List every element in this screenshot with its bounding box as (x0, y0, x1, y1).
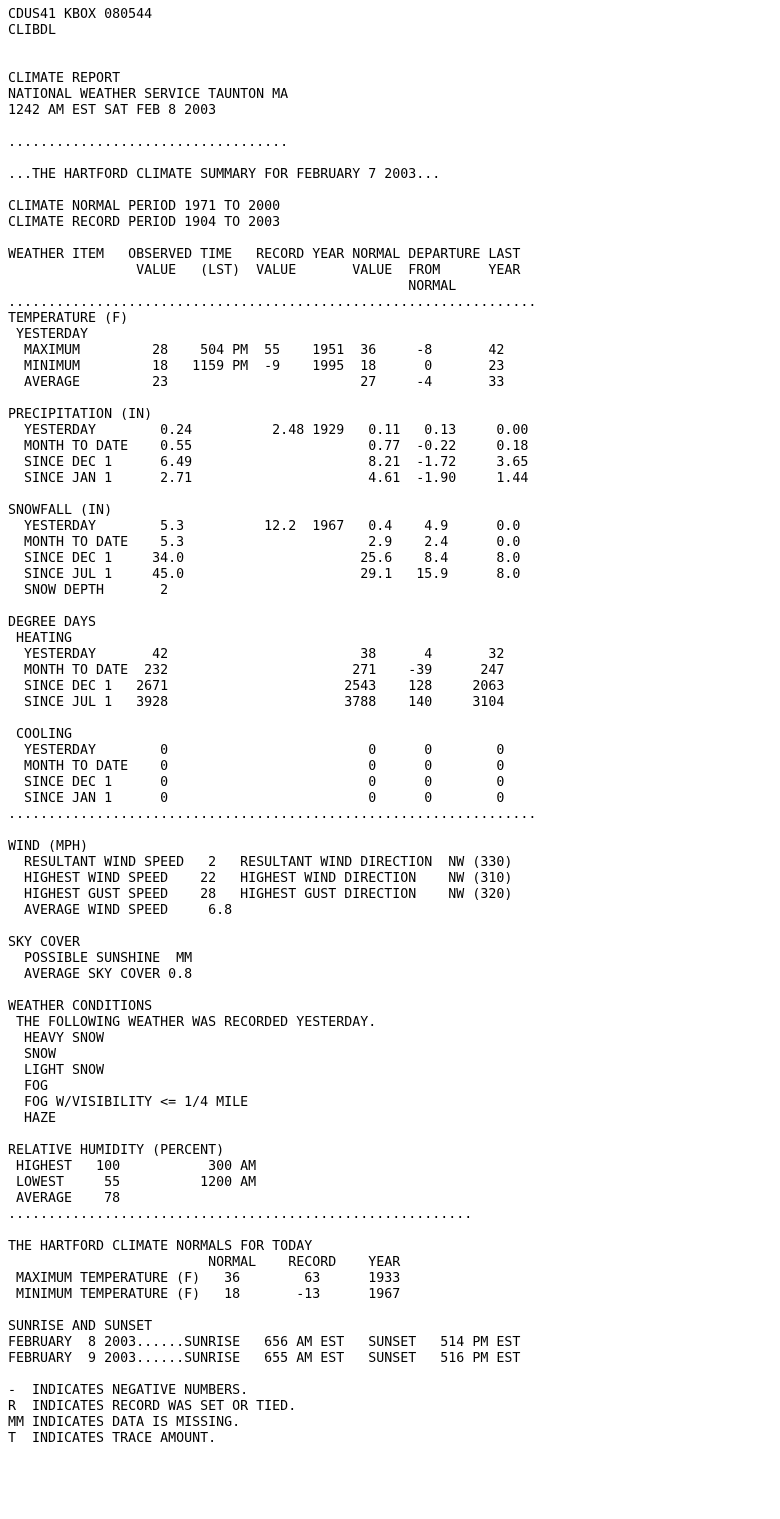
report-line (8, 119, 536, 135)
report-line: HIGHEST 100 300 AM (8, 1159, 257, 1174)
report-line: MONTH TO DATE 232 271 -39 247 (8, 663, 505, 678)
report-line: YESTERDAY 0 0 0 0 (8, 743, 505, 758)
report-line: SINCE DEC 1 34.0 25.6 8.4 8.0 (8, 551, 521, 566)
report-line: POSSIBLE SUNSHINE MM (8, 951, 193, 966)
report-line: SNOW DEPTH 2 (8, 583, 169, 598)
report-line: SINCE JAN 1 2.71 4.61 -1.90 1.44 (8, 471, 529, 486)
report-line: MAXIMUM 28 504 PM 55 1951 36 -8 42 (8, 343, 505, 358)
report-line: SINCE JUL 1 3928 3788 140 3104 (8, 695, 505, 710)
report-line: YESTERDAY 42 38 4 32 (8, 647, 505, 662)
report-line: AVERAGE WIND SPEED 6.8 (8, 903, 233, 918)
report-line: LIGHT SNOW (8, 1063, 105, 1078)
report-line (8, 1223, 536, 1239)
report-line: .................................................................. (8, 807, 537, 822)
report-line: DEGREE DAYS (8, 615, 97, 630)
report-line: RESULTANT WIND SPEED 2 RESULTANT WIND DIRECTION NW (330) (8, 855, 513, 870)
report-line: CLIMATE REPORT (8, 71, 121, 86)
report-line: FEBRUARY 8 2003......SUNRISE 656 AM EST SUNSET 514 PM EST (8, 1335, 521, 1350)
report-line: RELATIVE HUMIDITY (PERCENT) (8, 1143, 225, 1158)
report-line: .......................................................... (8, 1207, 473, 1222)
report-line: WIND (MPH) (8, 839, 89, 854)
report-line: MM INDICATES DATA IS MISSING. (8, 1415, 241, 1430)
report-line: SINCE DEC 1 0 0 0 0 (8, 775, 505, 790)
report-line: NORMAL (8, 279, 457, 294)
report-line (8, 919, 536, 935)
report-line (8, 823, 536, 839)
report-line: ................................... (8, 135, 289, 150)
report-line: T INDICATES TRACE AMOUNT. (8, 1431, 217, 1446)
report-line: FOG W/VISIBILITY <= 1/4 MILE (8, 1095, 249, 1110)
report-line: CDUS41 KBOX 080544 (8, 7, 153, 22)
report-line: AVERAGE SKY COVER 0.8 (8, 967, 193, 982)
report-line: AVERAGE 23 27 -4 33 (8, 375, 505, 390)
report-line: NATIONAL WEATHER SERVICE TAUNTON MA (8, 87, 289, 102)
report-line: HAZE (8, 1111, 57, 1126)
report-line: R INDICATES RECORD WAS SET OR TIED. (8, 1399, 297, 1414)
report-line: SINCE JAN 1 0 0 0 0 (8, 791, 505, 806)
report-line: PRECIPITATION (IN) (8, 407, 153, 422)
report-line: CLIBDL (8, 23, 57, 38)
report-line (8, 39, 536, 55)
report-line: COOLING (8, 727, 73, 742)
report-line (8, 1367, 536, 1383)
report-line: MINIMUM TEMPERATURE (F) 18 -13 1967 (8, 1287, 401, 1302)
report-line: HIGHEST WIND SPEED 22 HIGHEST WIND DIRECTION NW (310) (8, 871, 513, 886)
report-line (8, 231, 536, 247)
report-line: SNOW (8, 1047, 57, 1062)
report-line: MONTH TO DATE 0 0 0 0 (8, 759, 505, 774)
report-line: HEATING (8, 631, 73, 646)
report-line: SKY COVER (8, 935, 81, 950)
report-line: TEMPERATURE (F) (8, 311, 129, 326)
report-line: YESTERDAY (8, 327, 89, 342)
report-line: 1242 AM EST SAT FEB 8 2003 (8, 103, 217, 118)
report-line: MINIMUM 18 1159 PM -9 1995 18 0 23 (8, 359, 505, 374)
report-line (8, 983, 536, 999)
report-line: ...THE HARTFORD CLIMATE SUMMARY FOR FEBRUARY 7 2003... (8, 167, 441, 182)
report-line: MONTH TO DATE 0.55 0.77 -0.22 0.18 (8, 439, 529, 454)
report-line: MONTH TO DATE 5.3 2.9 2.4 0.0 (8, 535, 521, 550)
climate-report-text (8, 7, 536, 1447)
report-line: FEBRUARY 9 2003......SUNRISE 655 AM EST SUNSET 516 PM EST (8, 1351, 521, 1366)
report-line: SNOWFALL (IN) (8, 503, 113, 518)
report-line: SINCE DEC 1 2671 2543 128 2063 (8, 679, 505, 694)
report-line: SUNRISE AND SUNSET (8, 1319, 153, 1334)
report-line: MAXIMUM TEMPERATURE (F) 36 63 1933 (8, 1271, 401, 1286)
report-line: .................................................................. (8, 295, 537, 310)
report-line: SINCE JUL 1 45.0 29.1 15.9 8.0 (8, 567, 521, 582)
report-line: NORMAL RECORD YEAR (8, 1255, 401, 1270)
report-line: THE FOLLOWING WEATHER WAS RECORDED YESTERDAY. (8, 1015, 377, 1030)
report-line: THE HARTFORD CLIMATE NORMALS FOR TODAY (8, 1239, 313, 1254)
report-line: CLIMATE NORMAL PERIOD 1971 TO 2000 (8, 199, 281, 214)
report-line: YESTERDAY 0.24 2.48 1929 0.11 0.13 0.00 (8, 423, 529, 438)
report-line (8, 391, 536, 407)
report-line: WEATHER ITEM OBSERVED TIME RECORD YEAR NORMAL DEPARTURE LAST (8, 247, 521, 262)
report-line (8, 1127, 536, 1143)
report-line (8, 711, 536, 727)
report-line: SINCE DEC 1 6.49 8.21 -1.72 3.65 (8, 455, 529, 470)
report-line (8, 151, 536, 167)
report-line (8, 183, 536, 199)
report-line: FOG (8, 1079, 49, 1094)
report-line: AVERAGE 78 (8, 1191, 121, 1206)
report-line: WEATHER CONDITIONS (8, 999, 153, 1014)
report-line (8, 599, 536, 615)
report-line: HIGHEST GUST SPEED 28 HIGHEST GUST DIRECTION NW (320) (8, 887, 513, 902)
report-line (8, 55, 536, 71)
report-line: YESTERDAY 5.3 12.2 1967 0.4 4.9 0.0 (8, 519, 521, 534)
report-line: VALUE (LST) VALUE VALUE FROM YEAR (8, 263, 521, 278)
report-line (8, 1303, 536, 1319)
report-line: - INDICATES NEGATIVE NUMBERS. (8, 1383, 249, 1398)
report-line: HEAVY SNOW (8, 1031, 105, 1046)
report-line: CLIMATE RECORD PERIOD 1904 TO 2003 (8, 215, 281, 230)
report-line: LOWEST 55 1200 AM (8, 1175, 257, 1190)
report-line (8, 487, 536, 503)
